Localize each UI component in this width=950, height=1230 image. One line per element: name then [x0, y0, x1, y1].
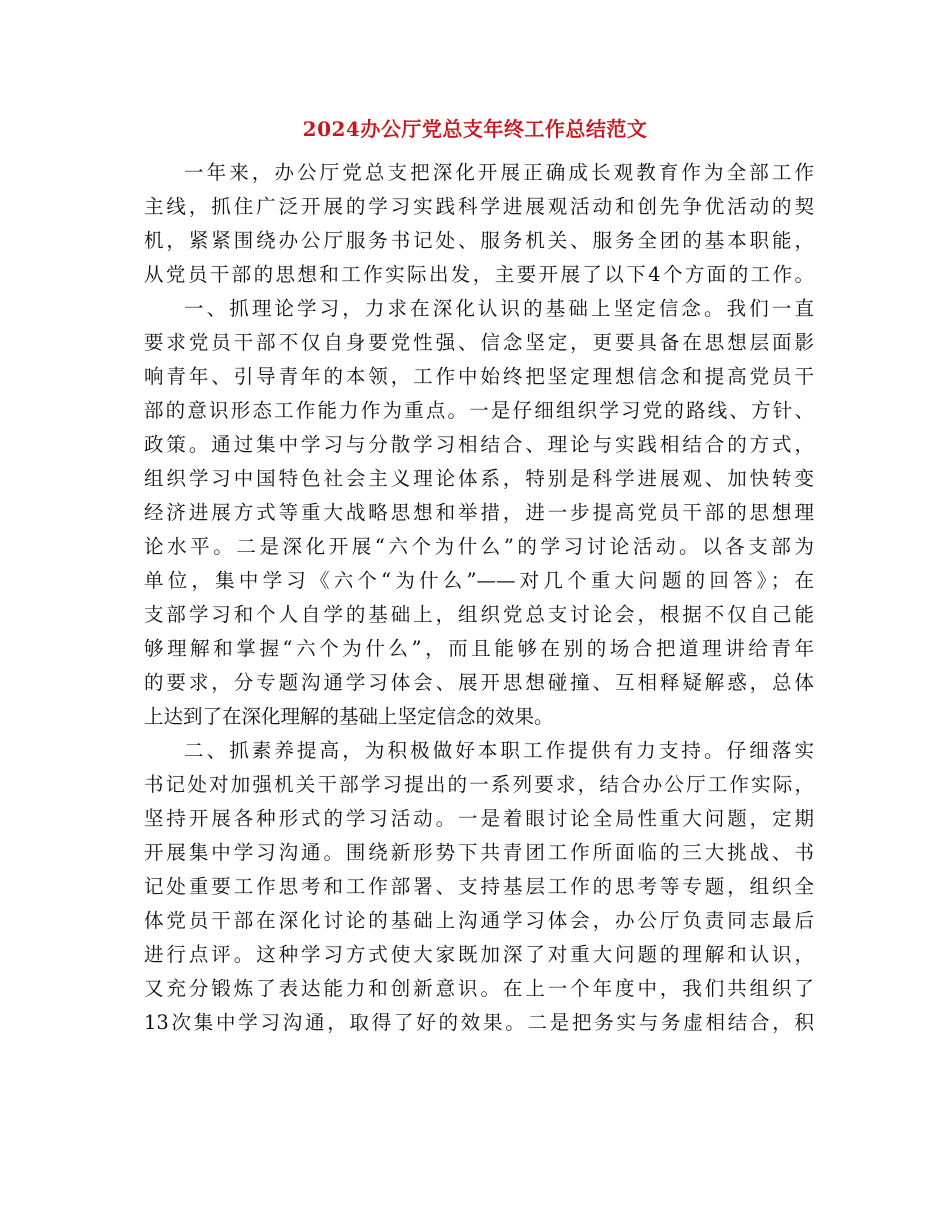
text-line: 经济进展方式等重大战略思想和举措，进一步提高党员干部的思想理 [144, 501, 814, 524]
text-line: 机，紧紧围绕办公厅服务书记处、服务机关、服务全团的基本职能， [144, 229, 814, 252]
document-title: 2024办公厅党总支年终工作总结范文 [302, 117, 648, 141]
text-line: 一年来，办公厅党总支把深化开展正确成长观教育作为全部工作 [184, 161, 814, 184]
text-line: 响青年、引导青年的本领，工作中始终把坚定理想信念和提高党员干 [144, 365, 814, 388]
text-line: 从党员干部的思想和工作实际出发，主要开展了以下4个方面的工作。 [144, 263, 814, 286]
text-line: 又充分锻炼了表达能力和创新意识。在上一个年度中，我们共组织了 [144, 977, 814, 1000]
text-line: 一、抓理论学习，力求在深化认识的基础上坚定信念。我们一直 [184, 297, 814, 320]
text-line: 13次集中学习沟通，取得了好的效果。二是把务实与务虚相结合，积 [144, 1011, 814, 1034]
text-line: 部的意识形态工作能力作为重点。一是仔细组织学习党的路线、方针、 [144, 399, 814, 422]
text-line: 二、抓素养提高，为积极做好本职工作提供有力支持。仔细落实 [184, 739, 814, 762]
text-line: 的要求，分专题沟通学习体会、展开思想碰撞、互相释疑解惑，总体 [144, 671, 814, 694]
text-line: 开展集中学习沟通。围绕新形势下共青团工作所面临的三大挑战、书 [144, 841, 814, 864]
document-body [144, 156, 814, 1040]
text-line: 单位，集中学习《六个“为什么”——对几个重大问题的回答》；在 [144, 569, 814, 592]
text-line: 书记处对加强机关干部学习提出的一系列要求，结合办公厅工作实际， [144, 773, 814, 796]
text-line: 支部学习和个人自学的基础上，组织党总支讨论会，根据不仅自己能 [144, 603, 814, 626]
text-line: 论水平。二是深化开展“六个为什么”的学习讨论活动。以各支部为 [144, 535, 814, 558]
text-line: 要求党员干部不仅自身要党性强、信念坚定，更要具备在思想层面影 [144, 331, 814, 354]
text-line: 组织学习中国特色社会主义理论体系，特别是科学进展观、加快转变 [144, 467, 814, 490]
text-line: 记处重要工作思考和工作部署、支持基层工作的思考等专题，组织全 [144, 875, 814, 898]
text-line: 进行点评。这种学习方式使大家既加深了对重大问题的理解和认识， [144, 943, 814, 966]
text-line: 政策。通过集中学习与分散学习相结合、理论与实践相结合的方式， [144, 433, 814, 456]
text-line: 坚持开展各种形式的学习活动。一是着眼讨论全局性重大问题，定期 [144, 807, 814, 830]
text-line: 够理解和掌握“六个为什么”，而且能够在别的场合把道理讲给青年 [144, 637, 814, 660]
text-line: 上达到了在深化理解的基础上坚定信念的效果。 [144, 705, 554, 728]
text-line: 主线，抓住广泛开展的学习实践科学进展观活动和创先争优活动的契 [144, 195, 814, 218]
text-line: 体党员干部在深化讨论的基础上沟通学习体会，办公厅负责同志最后 [144, 909, 814, 932]
